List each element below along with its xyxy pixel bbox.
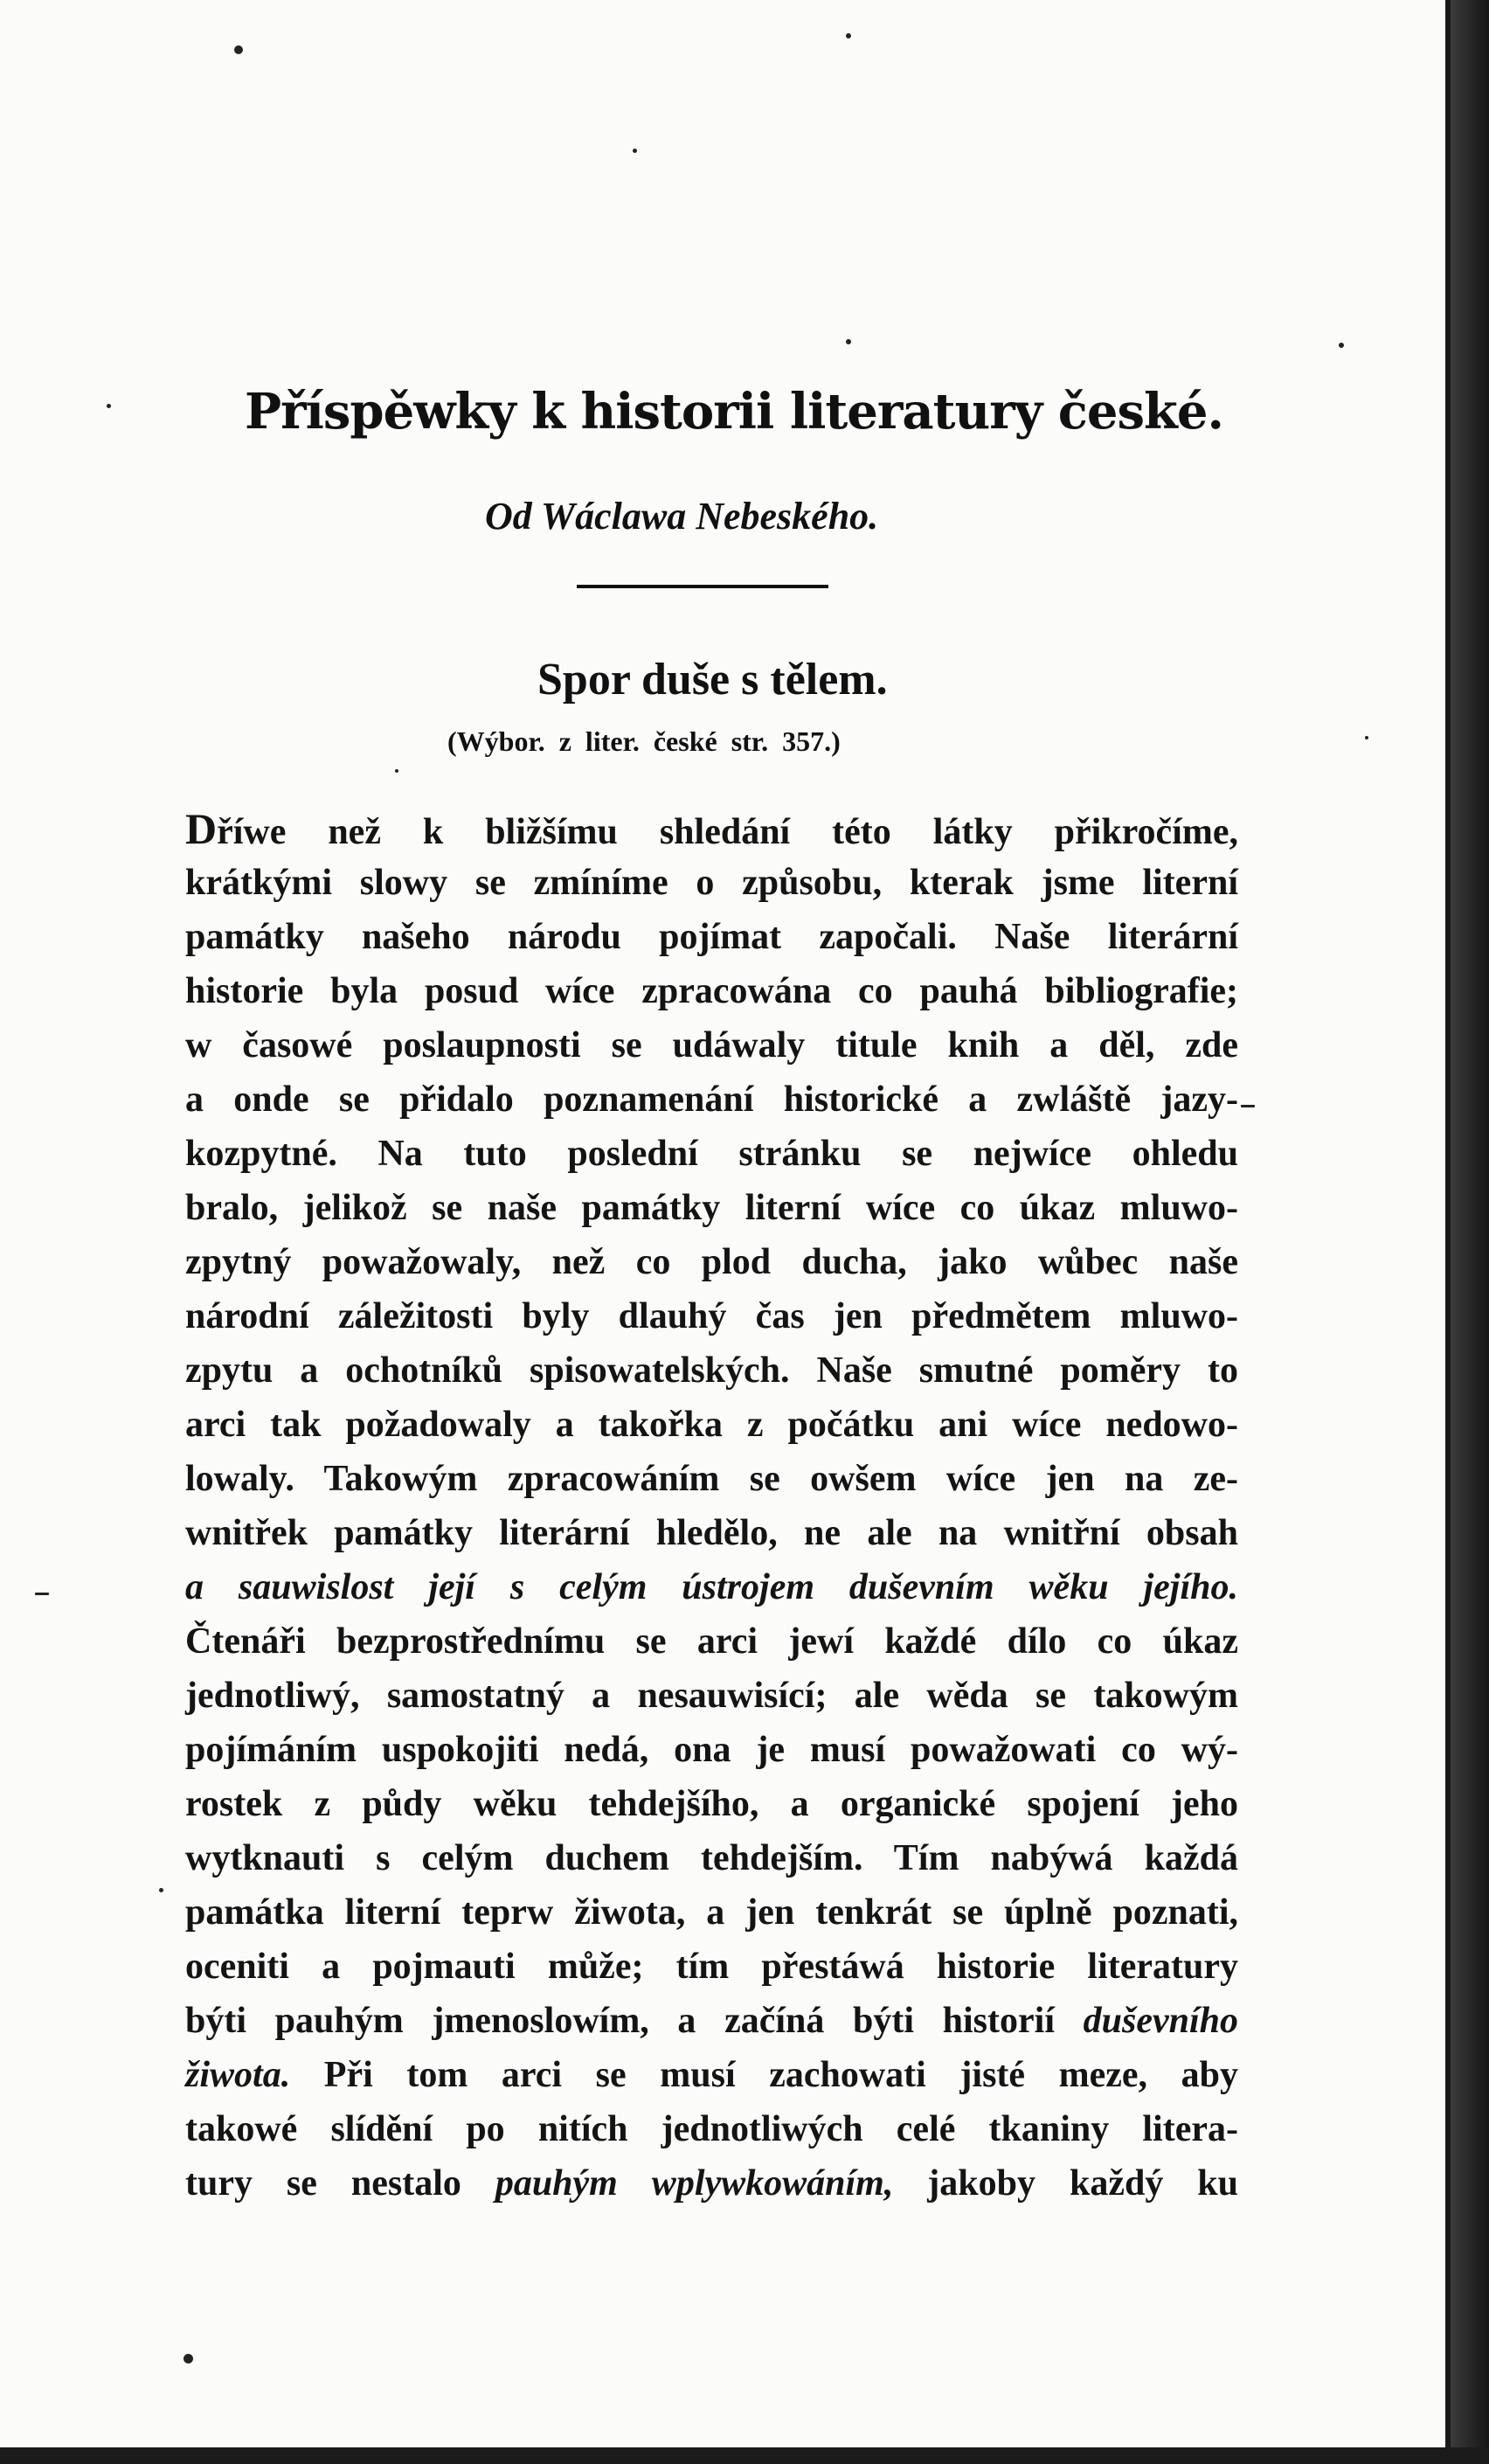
body-line bbox=[185, 1289, 1238, 1343]
book-spine bbox=[1451, 0, 1489, 2464]
body-line bbox=[185, 1885, 1238, 1940]
body-line-segment: jednotliwý, samostatný a nesauwisící; ale wěda se takowým bbox=[185, 1676, 1238, 1716]
body-line-segment: pauhým wplywkowáním, bbox=[495, 2163, 894, 2204]
body-line bbox=[185, 1560, 1238, 1614]
body-line-segment: zpytu a ochotníků spisowatelských. Naše smutné poměry to bbox=[185, 1350, 1238, 1391]
body-line-segment: tury se nestalo bbox=[185, 2163, 495, 2204]
print-speck bbox=[1241, 1105, 1255, 1107]
print-speck bbox=[395, 769, 398, 773]
body-line-segment: památky našeho národu pojímat započali. Naše literární bbox=[185, 917, 1238, 957]
body-line-segment: a sauwislost její s celým ústrojem duševním wěku jejího. bbox=[185, 1567, 1238, 1607]
body-line bbox=[185, 1723, 1238, 1777]
article-title: Příspěwky k historii literatury české. bbox=[245, 383, 1223, 441]
body-line-segment: wytknauti s celým duchem tehdejším. Tím nabýwá každá bbox=[185, 1838, 1238, 1878]
print-speck bbox=[633, 149, 637, 153]
body-line bbox=[185, 1018, 1238, 1072]
section-title: Spor duše s tělem. bbox=[537, 655, 888, 704]
body-line bbox=[185, 1777, 1238, 1831]
body-line-segment: býti pauhým jmenoslowím, a začíná býti historií bbox=[185, 2001, 1084, 2041]
body-line-segment: pojímáním uspokojiti nedá, ona je musí powažowati co wý- bbox=[185, 1730, 1238, 1770]
print-speck bbox=[1339, 343, 1344, 348]
body-line-segment: rostek z půdy wěku tehdejšího, a organické spojení jeho bbox=[185, 1784, 1238, 1824]
body-line-segment: oceniti a pojmauti může; tím přestáwá historie literatury bbox=[185, 1947, 1238, 1987]
body-line-segment: Dříwe než k bližšímu shledání této látky přikročíme, bbox=[185, 804, 1238, 853]
body-line-segment: krátkými slowy se zmíníme o způsobu, kterak jsme literní bbox=[185, 863, 1238, 903]
body-line-segment: duševního bbox=[1083, 2001, 1238, 2041]
body-line-segment: bralo, jelikož se naše památky literní wíce co úkaz mluwo- bbox=[185, 1188, 1238, 1228]
body-line-segment: lowaly. Takowým zpracowáním se owšem wíce jen na ze- bbox=[185, 1459, 1238, 1499]
print-speck bbox=[35, 1593, 49, 1595]
body-line bbox=[185, 1127, 1238, 1181]
body-line bbox=[185, 802, 1238, 856]
body-line bbox=[185, 1831, 1238, 1885]
print-speck bbox=[846, 33, 851, 38]
body-line-segment: kozpytné. Na tuto poslední stránku se nejwíce ohledu bbox=[185, 1134, 1238, 1174]
print-speck bbox=[846, 339, 851, 344]
article-author: Od Wáclawa Nebeského. bbox=[485, 495, 879, 538]
section-reference: (Wýbor. z liter. české str. 357.) bbox=[447, 725, 841, 757]
body-line-segment: wnitřek památky literární hledělo, ne ale na wnitřní obsah bbox=[185, 1513, 1238, 1553]
title-divider bbox=[577, 585, 828, 588]
body-line-segment: jakoby každý ku bbox=[893, 2163, 1238, 2204]
print-speck bbox=[1365, 736, 1368, 739]
body-line bbox=[185, 1614, 1238, 1669]
scan-bottom-edge bbox=[0, 2447, 1489, 2464]
body-line bbox=[185, 1994, 1238, 2048]
body-line bbox=[185, 1506, 1238, 1560]
body-line-segment: historie byla posud wíce zpracowána co pauhá bibliografie; bbox=[185, 971, 1238, 1011]
body-line-segment: památka literní teprw žiwota, a jen tenkrát se úplně poznati, bbox=[185, 1892, 1238, 1933]
body-line bbox=[185, 964, 1238, 1018]
body-text bbox=[185, 802, 1238, 2211]
print-speck bbox=[184, 2354, 193, 2363]
body-line-segment: arci tak požadowaly a takořka z počátku ani wíce nedowo- bbox=[185, 1405, 1238, 1445]
body-line bbox=[185, 1940, 1238, 1994]
body-line bbox=[185, 2048, 1238, 2102]
body-line bbox=[185, 2102, 1238, 2156]
body-line bbox=[185, 1181, 1238, 1235]
body-line-segment: a onde se přidalo poznamenání historické a zwláště jazy- bbox=[185, 1079, 1238, 1120]
body-line bbox=[185, 2156, 1238, 2211]
body-line-segment: w časowé poslaupnosti se udáwaly titule knih a děl, zde bbox=[185, 1025, 1238, 1065]
body-line bbox=[185, 1235, 1238, 1289]
body-line-segment: Při tom arci se musí zachowati jisté meze, aby bbox=[290, 2055, 1238, 2095]
body-line bbox=[185, 856, 1238, 910]
body-line bbox=[185, 1452, 1238, 1506]
print-speck bbox=[234, 45, 243, 54]
body-line bbox=[185, 1343, 1238, 1398]
body-line bbox=[185, 1072, 1238, 1127]
body-line bbox=[185, 1669, 1238, 1723]
body-line-segment: takowé slídění po nitích jednotliwých celé tkaniny litera- bbox=[185, 2109, 1238, 2149]
body-line-segment: žiwota. bbox=[185, 2055, 291, 2095]
print-speck bbox=[107, 404, 111, 408]
body-line-segment: národní záležitosti byly dlauhý čas jen předmětem mluwo- bbox=[185, 1296, 1238, 1336]
body-line bbox=[185, 910, 1238, 964]
body-line bbox=[185, 1398, 1238, 1452]
body-line-segment: zpytný powažowaly, než co plod ducha, jako wůbec naše bbox=[185, 1242, 1238, 1282]
body-line-segment: Čtenáři bezprostřednímu se arci jewí každé dílo co úkaz bbox=[185, 1621, 1238, 1662]
print-speck bbox=[159, 1888, 163, 1892]
